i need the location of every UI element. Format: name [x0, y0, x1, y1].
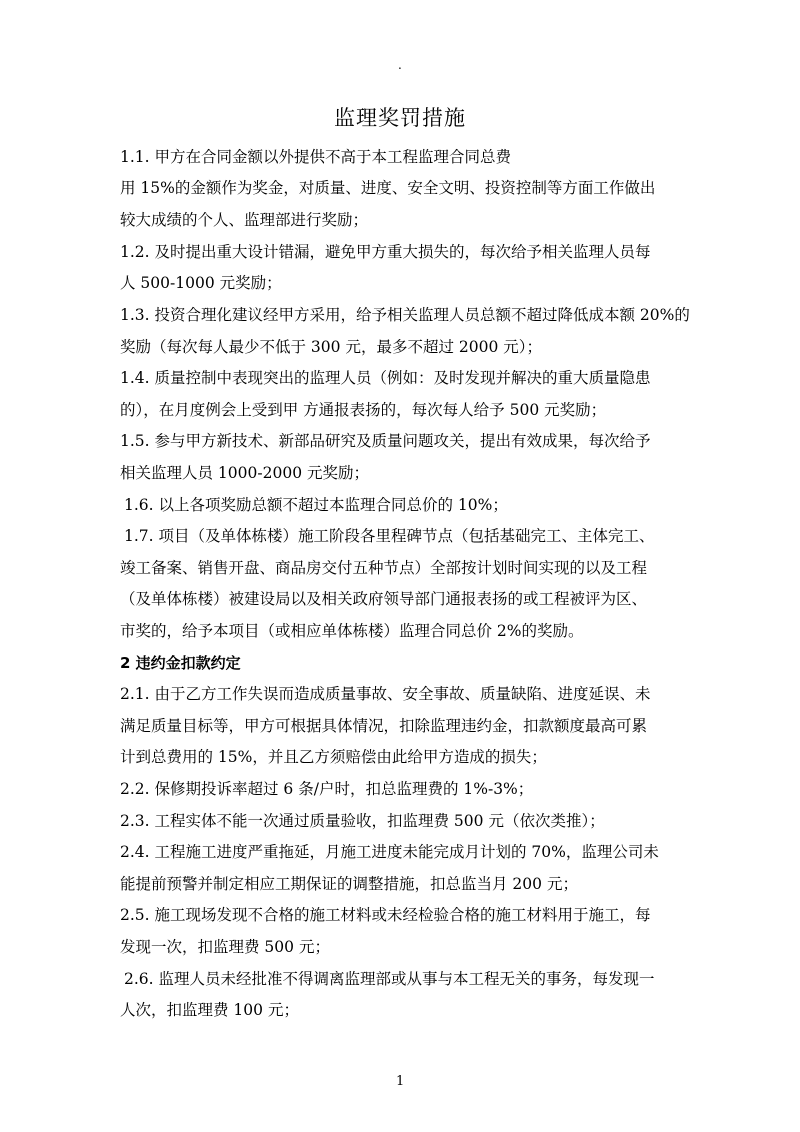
body-line: 1.7. 项目（及单体栋楼）施工阶段各里程碑节点（包括基础完工、主体完工、 — [124, 527, 655, 545]
document-title: 监理奖罚措施 — [334, 106, 466, 130]
body-line: 2.3. 工程实体不能一次通过质量验收，扣监理费 500 元（依次类推）； — [120, 812, 605, 830]
body-line: 2.6. 监理人员未经批准不得调离监理部或从事与本工程无关的事务，每发现一 — [124, 970, 655, 988]
body-line: 1.6. 以上各项奖励总额不超过本监理合同总价的 10%； — [124, 496, 508, 514]
body-line: 2.2. 保修期投诉率超过 6 条/户时，扣总监理费的 1%-3%； — [120, 780, 534, 798]
body-line: 2.4. 工程施工进度严重拖延，月施工进度未能完成月计划的 70%，监理公司未 — [120, 843, 659, 861]
body-line: 1.3. 投资合理化建议经甲方采用，给予相关监理人员总额不超过降低成本额 20%的 — [120, 306, 690, 324]
body-line: 竣工备案、销售开盘、商品房交付五种节点）全部按计划时间实现的以及工程 — [120, 559, 648, 577]
body-line: 满足质量目标等，甲方可根据具体情况，扣除监理违约金，扣款额度最高可累 — [120, 717, 648, 735]
body-line: 人次，扣监理费 100 元； — [120, 1001, 299, 1019]
page-top-mark: . — [398, 58, 402, 72]
body-line: 2.5. 施工现场发现不合格的施工材料或未经检验合格的施工材料用于施工，每 — [120, 906, 651, 924]
body-line: （及单体栋楼）被建设局以及相关政府领导部门通报表扬的或工程被评为区、 — [120, 590, 648, 608]
body-line: 的），在月度例会上受到甲 方通报表扬的，每次每人给予 500 元奖励； — [120, 401, 607, 419]
body-line: 较大成绩的个人、监理部进行奖励； — [120, 211, 369, 229]
body-line: 用 15%的金额作为奖金，对质量、进度、安全文明、投资控制等方面工作做出 — [120, 179, 656, 197]
body-line: 1.4. 质量控制中表现突出的监理人员（例如：及时发现并解决的重大质量隐患 — [120, 369, 651, 387]
section-heading: 2 违约金扣款约定 — [120, 654, 241, 672]
page-number: 1 — [396, 1074, 405, 1089]
body-line: 发现一次，扣监理费 500 元； — [120, 938, 330, 956]
body-line: 2.1. 由于乙方工作失误而造成质量事故、安全事故、质量缺陷、进度延误、未 — [120, 685, 651, 703]
body-line: 市奖的，给予本项目（或相应单体栋楼）监理合同总价 2%的奖励。 — [120, 622, 584, 640]
body-line: 1.5. 参与甲方新技术、新部品研究及质量问题攻关，提出有效成果，每次给予 — [120, 432, 651, 450]
body-line: 1.2. 及时提出重大设计错漏，避免甲方重大损失的，每次给予相关监理人员每 — [120, 243, 651, 261]
body-line: 计到总费用的 15%，并且乙方须赔偿由此给甲方造成的损失； — [120, 748, 547, 766]
body-line: 人 500-1000 元奖励； — [120, 274, 282, 292]
body-line: 能提前预警并制定相应工期保证的调整措施，扣总监当月 200 元； — [120, 875, 578, 893]
body-line: 相关监理人员 1000-2000 元奖励； — [120, 464, 369, 482]
body-line: 奖励（每次每人最少不低于 300 元，最多不超过 2000 元）； — [120, 338, 542, 356]
body-line: 1.1. 甲方在合同金额以外提供不高于本工程监理合同总费 — [120, 148, 512, 166]
